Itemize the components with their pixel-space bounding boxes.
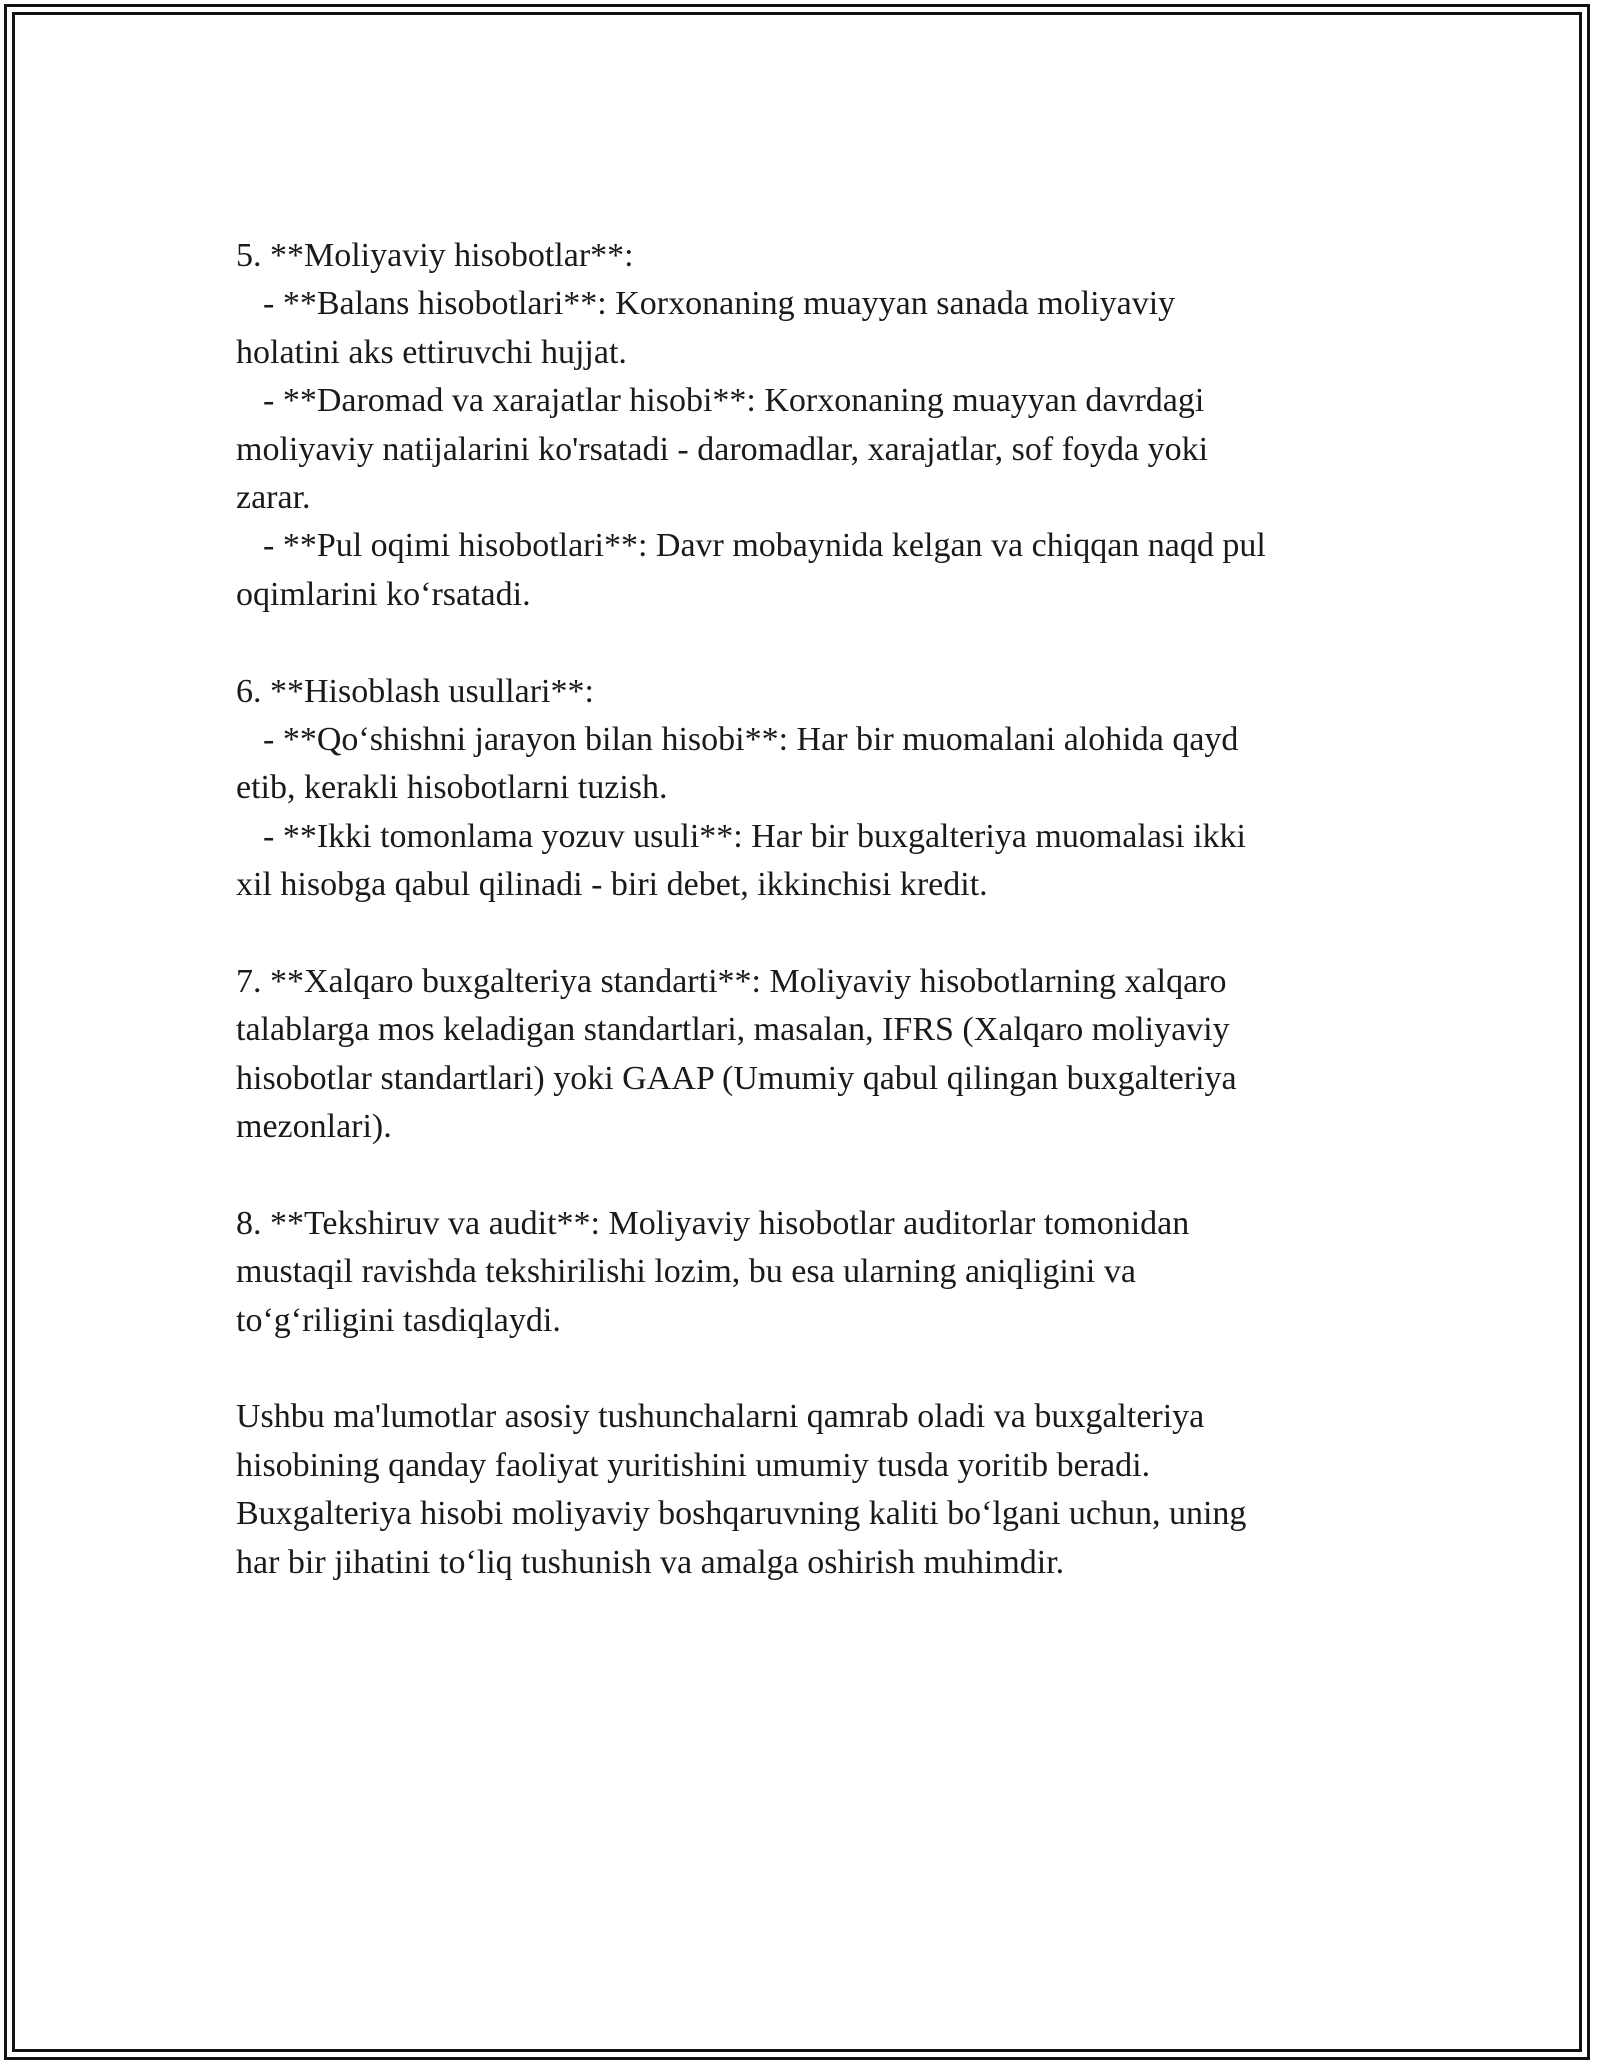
text-line: moliyaviy natijalarini ko'rsatadi - daromadlar, xarajatlar, sof foyda yoki	[236, 430, 1209, 468]
bullet-line: - **Balans hisobotlari**: Korxonaning muayyan sanada moliyaviy	[263, 285, 1176, 323]
text-line: xil hisobga qabul qilinadi - biri debet, ikkinchisi kredit.	[236, 866, 988, 904]
text-line: Buxgalteriya hisobi moliyaviy boshqaruvning kaliti bo‘lgani uchun, uning	[236, 1495, 1247, 1533]
bullet-line: - **Ikki tomonlama yozuv usuli**: Har bir buxgalteriya muomalasi ikki	[263, 817, 1246, 855]
paragraph-spacer	[236, 1345, 1366, 1393]
text-line: har bir jihatini to‘liq tushunish va amalga oshirish muhimdir.	[236, 1543, 1065, 1581]
document-body	[236, 232, 1366, 1587]
text-line: Ushbu ma'lumotlar asosiy tushunchalarni qamrab oladi va buxgalteriya	[236, 1398, 1205, 1436]
paragraph-spacer	[236, 909, 1366, 957]
closing-paragraph	[236, 1393, 1366, 1587]
section-6-calculation-methods	[236, 668, 1366, 910]
text-line: hisobotlar standartlari) yoki GAAP (Umumiy qabul qilingan buxgalteriya	[236, 1059, 1237, 1097]
bullet-line: - **Pul oqimi hisobotlari**: Davr mobaynida kelgan va chiqqan naqd pul	[263, 527, 1266, 565]
section-heading: 5. **Moliyaviy hisobotlar**:	[236, 237, 634, 274]
bullet-line: - **Qo‘shishni jarayon bilan hisobi**: Har bir muomalani alohida qayd	[263, 720, 1239, 758]
section-heading: 8. **Tekshiruv va audit**: Moliyaviy hisobotlar auditorlar tomonidan	[236, 1204, 1190, 1242]
text-line: etib, kerakli hisobotlarni tuzish.	[236, 769, 668, 807]
paragraph-spacer	[236, 619, 1366, 667]
section-heading: 7. **Xalqaro buxgalteriya standarti**: Moliyaviy hisobotlarning xalqaro	[236, 962, 1227, 1000]
section-8-audit	[236, 1200, 1366, 1345]
text-line: mustaqil ravishda tekshirilishi lozim, bu esa ularning aniqligini va	[236, 1253, 1136, 1291]
section-7-international-standard	[236, 958, 1366, 1152]
paragraph-spacer	[236, 1151, 1366, 1199]
bullet-line: - **Daromad va xarajatlar hisobi**: Korxonaning muayyan davrdagi	[263, 382, 1205, 420]
text-line: to‘g‘riligini tasdiqlaydi.	[236, 1301, 561, 1339]
text-line: hisobining qanday faoliyat yuritishini umumiy tusda yoritib beradi.	[236, 1446, 1151, 1484]
text-line: oqimlarini ko‘rsatadi.	[236, 575, 531, 613]
section-heading: 6. **Hisoblash usullari**:	[236, 672, 594, 710]
text-line: zarar.	[236, 478, 311, 516]
section-5-financial-reports	[236, 232, 1366, 619]
text-line: talablarga mos keladigan standartlari, masalan, IFRS (Xalqaro moliyaviy	[236, 1011, 1230, 1049]
text-line: holatini aks ettiruvchi hujjat.	[236, 333, 627, 371]
text-line: mezonlari).	[236, 1108, 392, 1146]
